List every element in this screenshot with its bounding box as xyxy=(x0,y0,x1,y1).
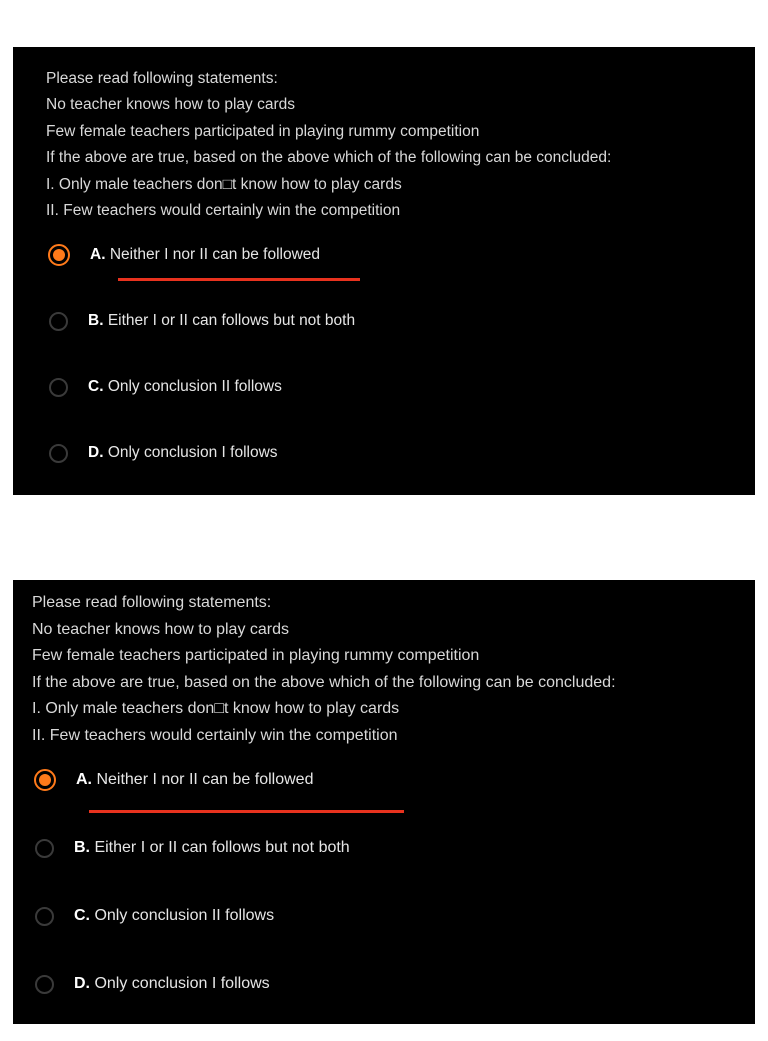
red-underline-mark xyxy=(118,278,360,281)
option-d[interactable] xyxy=(32,973,755,1041)
option-label: D. Only conclusion I follows xyxy=(74,975,270,992)
answer-options xyxy=(46,244,755,508)
statement-line: No teacher knows how to play cards xyxy=(46,96,295,114)
radio-unselected-icon[interactable] xyxy=(49,312,68,331)
radio-unselected-icon[interactable] xyxy=(35,839,54,858)
option-label: A. Neither I nor II can be followed xyxy=(76,771,314,788)
question-statements xyxy=(32,590,755,749)
statement-line: Please read following statements: xyxy=(32,594,272,611)
radio-unselected-icon[interactable] xyxy=(35,907,54,926)
option-b[interactable] xyxy=(32,837,755,905)
option-label: C. Only conclusion II follows xyxy=(88,378,282,396)
red-underline-mark xyxy=(89,810,404,813)
statement-line: Please read following statements: xyxy=(46,70,278,87)
statement-line: I. Only male teachers don□t know how to play cards xyxy=(32,700,400,717)
option-b[interactable] xyxy=(46,310,755,376)
radio-unselected-icon[interactable] xyxy=(49,378,68,397)
statement-line: II. Few teachers would certainly win the competition xyxy=(46,202,401,220)
option-d[interactable] xyxy=(46,442,755,508)
statement-line: Few female teachers participated in playing rummy competition xyxy=(32,647,480,664)
answer-options xyxy=(32,769,755,1041)
option-label: B. Either I or II can follows but not both xyxy=(74,839,350,856)
statement-line: No teacher knows how to play cards xyxy=(32,620,290,638)
question-panel-1 xyxy=(13,47,755,495)
radio-unselected-icon[interactable] xyxy=(49,444,68,463)
option-a[interactable] xyxy=(46,244,755,310)
radio-selected-icon[interactable] xyxy=(48,244,70,266)
option-label: D. Only conclusion I follows xyxy=(88,444,278,462)
statement-line: If the above are true, based on the above which of the following can be concluded: xyxy=(46,149,612,167)
option-a[interactable] xyxy=(32,769,755,837)
question-panel-2 xyxy=(13,580,755,1024)
option-c[interactable] xyxy=(32,905,755,973)
statement-line: If the above are true, based on the above which of the following can be concluded: xyxy=(32,673,616,691)
statement-line: Few female teachers participated in playing rummy competition xyxy=(46,122,480,140)
question-statements xyxy=(46,66,755,224)
option-label: B. Either I or II can follows but not both xyxy=(88,312,356,330)
option-label: A. Neither I nor II can be followed xyxy=(90,246,321,264)
statement-line: II. Few teachers would certainly win the competition xyxy=(32,726,398,744)
radio-selected-icon[interactable] xyxy=(34,769,56,791)
statement-line: I. Only male teachers don□t know how to play cards xyxy=(46,175,402,193)
radio-unselected-icon[interactable] xyxy=(35,975,54,994)
option-label: C. Only conclusion II follows xyxy=(74,907,275,924)
option-c[interactable] xyxy=(46,376,755,442)
